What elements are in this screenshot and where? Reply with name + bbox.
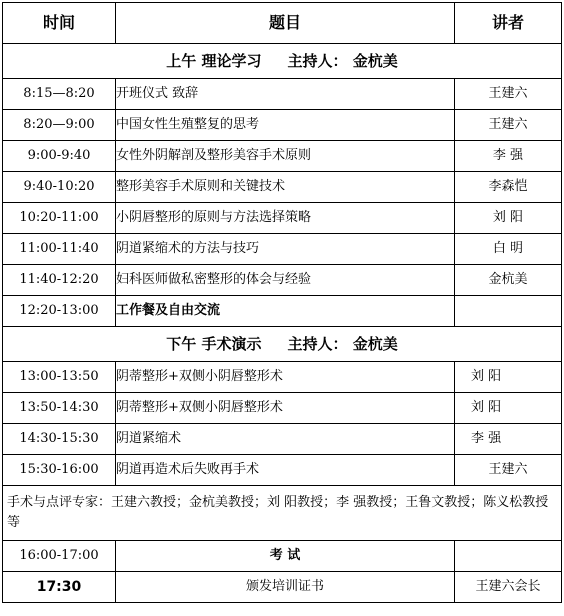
row-time: 8:15—8:20 (3, 79, 116, 110)
table-row (3, 79, 562, 110)
row-speaker: 金杭美 (455, 265, 562, 296)
row-topic: 阴道紧缩术的方法与技巧 (116, 234, 455, 265)
row-topic: 阴蒂整形+双侧小阴唇整形术 (116, 362, 455, 393)
row-speaker: 王建六 (455, 110, 562, 141)
afternoon-host: 主持人： 金杭美 (287, 335, 398, 353)
row-topic: 女性外阴解剖及整形美容手术原则 (116, 141, 455, 172)
row-speaker: 李 强 (455, 424, 562, 455)
table-row (3, 203, 562, 234)
table-row (3, 393, 562, 424)
row-time: 14:30-15:30 (3, 424, 116, 455)
row-speaker: 李 强 (455, 141, 562, 172)
row-topic: 中国女性生殖整复的思考 (116, 110, 455, 141)
row-speaker (455, 541, 562, 572)
row-topic: 妇科医师做私密整形的体会与经验 (116, 265, 455, 296)
row-topic: 阴蒂整形+双侧小阴唇整形术 (116, 393, 455, 424)
row-time: 13:00-13:50 (3, 362, 116, 393)
row-topic: 整形美容手术原则和关键技术 (116, 172, 455, 203)
row-time: 13:50-14:30 (3, 393, 116, 424)
row-speaker: 刘 阳 (455, 203, 562, 234)
row-topic: 阴道再造术后失败再手术 (116, 455, 455, 486)
afternoon-section-row (3, 327, 562, 362)
morning-section-title (3, 44, 562, 79)
row-time: 8:20—9:00 (3, 110, 116, 141)
row-speaker: 刘 阳 (455, 362, 562, 393)
row-topic: 工作餐及自由交流 (116, 296, 455, 327)
morning-host: 主持人： 金杭美 (287, 52, 398, 70)
header-row (3, 3, 562, 44)
certificate-row (3, 572, 562, 603)
row-speaker (455, 296, 562, 327)
row-time: 11:40-12:20 (3, 265, 116, 296)
row-speaker: 王建六会长 (455, 572, 562, 603)
table-row (3, 455, 562, 486)
experts-text: 手术与点评专家：王建六教授；金杭美教授；刘 阳教授；李 强教授；王鲁文教授；陈义松教授等 (3, 486, 562, 541)
row-speaker: 刘 阳 (455, 393, 562, 424)
row-topic: 阴道紧缩术 (116, 424, 455, 455)
row-time: 9:40-10:20 (3, 172, 116, 203)
row-topic: 小阴唇整形的原则与方法选择策略 (116, 203, 455, 234)
table-row (3, 265, 562, 296)
row-topic: 颁发培训证书 (116, 572, 455, 603)
schedule-table (2, 2, 562, 603)
row-time: 9:00-9:40 (3, 141, 116, 172)
row-time: 10:20-11:00 (3, 203, 116, 234)
morning-section-row (3, 44, 562, 79)
header-speaker: 讲者 (455, 3, 562, 44)
header-time: 时间 (3, 3, 116, 44)
row-time: 17:30 (3, 572, 116, 603)
lunch-row (3, 296, 562, 327)
row-speaker: 王建六 (455, 455, 562, 486)
row-speaker: 王建六 (455, 79, 562, 110)
experts-row (3, 486, 562, 541)
row-time: 11:00-11:40 (3, 234, 116, 265)
row-time: 16:00-17:00 (3, 541, 116, 572)
row-topic: 开班仪式 致辞 (116, 79, 455, 110)
header-topic: 题目 (116, 3, 455, 44)
afternoon-title: 下午 手术演示 (166, 335, 262, 353)
table-row (3, 172, 562, 203)
table-row (3, 424, 562, 455)
row-speaker: 白 明 (455, 234, 562, 265)
table-row (3, 110, 562, 141)
morning-title: 上午 理论学习 (166, 52, 262, 70)
row-time: 12:20-13:00 (3, 296, 116, 327)
table-row (3, 362, 562, 393)
table-row (3, 141, 562, 172)
afternoon-section-title (3, 327, 562, 362)
row-speaker: 李森恺 (455, 172, 562, 203)
exam-row (3, 541, 562, 572)
row-time: 15:30-16:00 (3, 455, 116, 486)
table-row (3, 234, 562, 265)
row-topic: 考 试 (116, 541, 455, 572)
